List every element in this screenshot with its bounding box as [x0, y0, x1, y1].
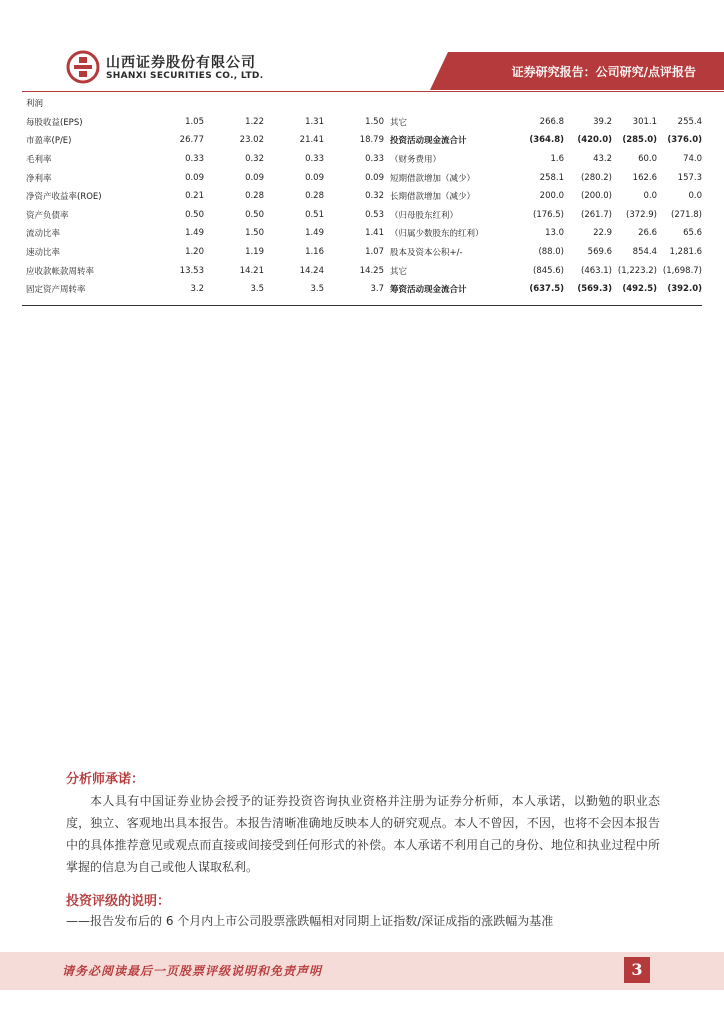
table-row	[22, 280, 702, 299]
right-value-cell: (176.5)	[533, 209, 564, 220]
right-value-cell: (1,698.7)	[662, 265, 702, 276]
analyst-commitment-title: 分析师承诺：	[66, 772, 145, 787]
page-header	[0, 0, 724, 100]
table-row	[22, 187, 702, 206]
table-row	[22, 168, 702, 187]
left-row-label: 流动比率	[26, 229, 61, 240]
left-value-cell: 23.02	[239, 135, 264, 146]
left-value-cell: 0.50	[245, 209, 264, 220]
right-value-cell: (372.9)	[626, 209, 657, 220]
right-value-cell: 65.6	[683, 228, 702, 239]
table-row	[22, 131, 702, 150]
header-divider	[22, 91, 724, 92]
left-value-cell: 3.7	[370, 284, 384, 295]
right-value-cell: (271.8)	[671, 209, 702, 220]
left-value-cell: 3.2	[190, 284, 204, 295]
left-value-cell: 1.50	[245, 228, 264, 239]
left-value-cell: 0.28	[305, 191, 324, 202]
company-name-cn: 山西证券股份有限公司	[106, 55, 256, 71]
left-value-cell: 26.77	[179, 135, 204, 146]
left-value-cell: 1.50	[365, 116, 384, 127]
disclaimer-notice: 请务必阅读最后一页股票评级说明和免责声明	[62, 964, 323, 978]
rating-explanation-title: 投资评级的说明：	[66, 894, 171, 909]
left-value-cell: 0.09	[245, 172, 264, 183]
table-bottom-rule	[22, 305, 702, 306]
table-row	[22, 206, 702, 225]
right-value-cell: (261.7)	[581, 209, 612, 220]
right-row-label: 筹资活动现金流合计	[390, 285, 467, 296]
left-value-cell: 0.09	[305, 172, 324, 183]
right-row-label: （归属少数股东的红利）	[390, 229, 484, 240]
right-value-cell: 162.6	[632, 172, 657, 183]
left-row-label: 净利率	[26, 173, 52, 184]
left-value-cell: 0.53	[365, 209, 384, 220]
right-value-cell: (463.1)	[581, 265, 612, 276]
right-row-label: （财务费用）	[390, 155, 442, 166]
right-value-cell: 200.0	[539, 191, 564, 202]
table-row	[22, 150, 702, 169]
right-value-cell: 22.9	[593, 228, 612, 239]
left-value-cell: 13.53	[179, 265, 204, 276]
right-row-label: 股本及资本公积+/-	[390, 248, 463, 259]
left-value-cell: 0.33	[365, 154, 384, 165]
left-value-cell: 18.79	[359, 135, 384, 146]
right-value-cell: (376.0)	[667, 135, 702, 146]
left-value-cell: 14.25	[359, 265, 384, 276]
company-name-en: SHANXI SECURITIES CO., LTD.	[106, 71, 264, 81]
right-row-label: （归母股东红利）	[390, 210, 459, 221]
left-value-cell: 1.05	[185, 116, 204, 127]
left-value-cell: 1.07	[365, 247, 384, 258]
left-value-cell: 1.19	[245, 247, 264, 258]
financial-indicators-table	[22, 94, 702, 299]
right-value-cell: (285.0)	[622, 135, 657, 146]
left-value-cell: 1.22	[245, 116, 264, 127]
table-row	[22, 261, 702, 280]
right-row-label: 投资活动现金流合计	[390, 136, 467, 147]
left-value-cell: 0.28	[245, 191, 264, 202]
right-value-cell: 43.2	[593, 154, 612, 165]
right-value-cell: (280.2)	[581, 172, 612, 183]
left-row-label: 净资产收益率(ROE)	[26, 192, 102, 203]
left-value-cell: 1.41	[365, 228, 384, 239]
left-row-label: 市盈率(P/E)	[26, 136, 72, 147]
left-row-label: 资产负债率	[26, 210, 69, 221]
left-value-cell: 1.49	[185, 228, 204, 239]
report-type-label: 证券研究报告：公司研究/点评报告	[511, 65, 696, 79]
right-value-cell: 26.6	[638, 228, 657, 239]
table-top-label: 利润	[26, 99, 44, 110]
right-value-cell: 0.0	[688, 191, 702, 202]
right-value-cell: 301.1	[632, 116, 657, 127]
left-value-cell: 0.32	[365, 191, 384, 202]
left-value-cell: 14.21	[239, 265, 264, 276]
rating-explanation-text: ——报告发布后的 6 个月内上市公司股票涨跌幅相对同期上证指数/深证成指的涨跌幅为基准	[66, 914, 554, 928]
right-value-cell: 39.2	[593, 116, 612, 127]
table-row	[22, 113, 702, 132]
right-value-cell: (637.5)	[529, 284, 564, 295]
table-row	[22, 224, 702, 243]
right-value-cell: 0.0	[643, 191, 657, 202]
right-value-cell: 13.0	[545, 228, 564, 239]
right-value-cell: 60.0	[638, 154, 657, 165]
right-value-cell: 258.1	[539, 172, 564, 183]
right-row-label: 长期借款增加（减少）	[390, 192, 476, 203]
left-value-cell: 0.32	[245, 154, 264, 165]
left-value-cell: 1.20	[185, 247, 204, 258]
left-value-cell: 21.41	[299, 135, 324, 146]
right-value-cell: (364.8)	[529, 135, 564, 146]
right-row-label: 其它	[390, 117, 408, 128]
left-row-label: 速动比率	[26, 248, 61, 259]
table-row	[22, 243, 702, 262]
left-value-cell: 0.33	[305, 154, 324, 165]
right-value-cell: (420.0)	[577, 135, 612, 146]
right-value-cell: 1.6	[550, 154, 564, 165]
left-row-label: 固定资产周转率	[26, 285, 86, 296]
left-row-label: 毛利率	[26, 155, 52, 166]
left-row-label: 每股收益(EPS)	[26, 117, 83, 128]
page-number: 3	[624, 957, 650, 983]
left-value-cell: 0.51	[305, 209, 324, 220]
right-value-cell: (200.0)	[581, 191, 612, 202]
right-value-cell: (492.5)	[622, 284, 657, 295]
right-row-label: 其它	[390, 266, 408, 277]
right-value-cell: (392.0)	[667, 284, 702, 295]
right-value-cell: 157.3	[677, 172, 702, 183]
left-value-cell: 0.33	[185, 154, 204, 165]
right-value-cell: 266.8	[539, 116, 564, 127]
right-value-cell: (88.0)	[538, 247, 564, 258]
left-row-label: 应收款帐款周转率	[26, 266, 95, 277]
right-row-label: 短期借款增加（减少）	[390, 173, 476, 184]
right-value-cell: 255.4	[677, 116, 702, 127]
left-value-cell: 0.50	[185, 209, 204, 220]
left-value-cell: 1.31	[305, 116, 324, 127]
left-value-cell: 0.09	[365, 172, 384, 183]
left-value-cell: 1.16	[305, 247, 324, 258]
right-value-cell: 854.4	[632, 247, 657, 258]
left-value-cell: 3.5	[310, 284, 324, 295]
left-value-cell: 0.09	[185, 172, 204, 183]
right-value-cell: (845.6)	[533, 265, 564, 276]
left-value-cell: 3.5	[250, 284, 264, 295]
analyst-commitment-text: 本人具有中国证券业协会授予的证券投资咨询执业资格并注册为证券分析师，本人承诺，以勤勉的职业态度，独立、客观地出具本报告。本报告清晰准确地反映本人的研究观点。本人不曾因，不因，也将不会因本报告中的具体推荐意见或观点而直接或间接受到任何形式的补偿。本人承诺不利用自己的身份、地位和执业过程中所掌握的信息为自己或他人谋取私利。	[66, 794, 660, 874]
right-value-cell: (569.3)	[577, 284, 612, 295]
right-value-cell: 569.6	[587, 247, 612, 258]
right-value-cell: 74.0	[683, 154, 702, 165]
table-row	[22, 94, 702, 113]
right-value-cell: (1,223.2)	[617, 265, 657, 276]
left-value-cell: 0.21	[185, 191, 204, 202]
left-value-cell: 14.24	[299, 265, 324, 276]
right-value-cell: 1,281.6	[669, 247, 702, 258]
left-value-cell: 1.49	[305, 228, 324, 239]
company-logo-icon	[66, 50, 100, 84]
